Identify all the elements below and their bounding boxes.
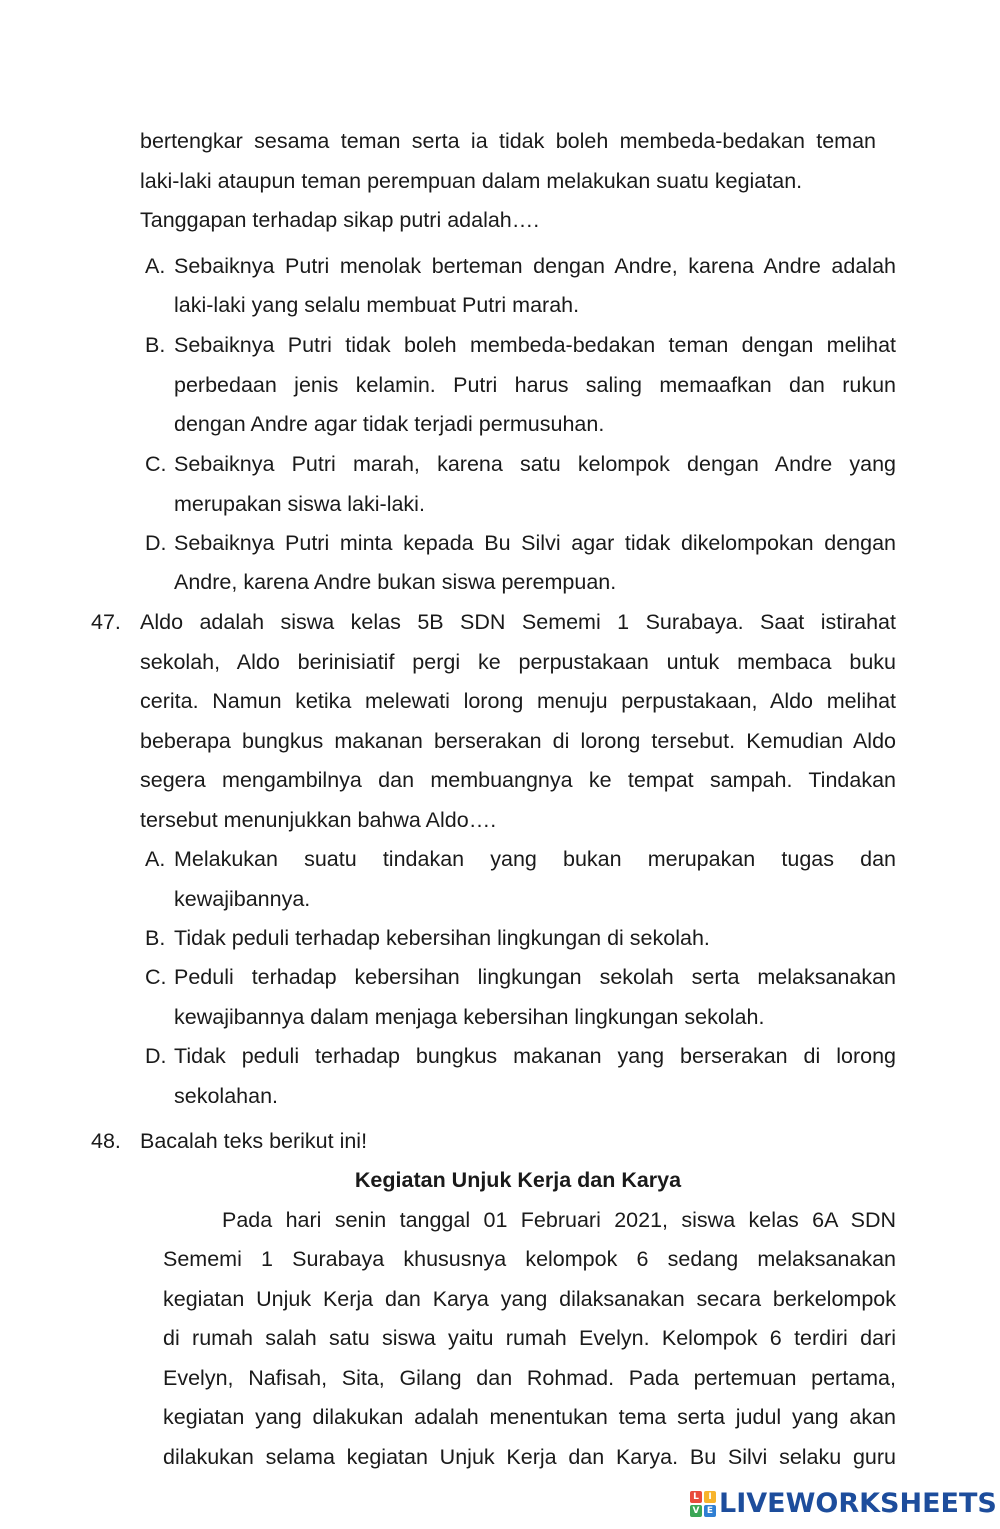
option-letter: A.: [145, 254, 166, 278]
passage-line: kegiatan Unjuk Kerja dan Karya yang dilaksanakan secara berkelompok: [163, 1287, 896, 1311]
liveworksheets-wordmark: LIVEWORKSHEETS: [719, 1488, 997, 1519]
mark-letter: E: [704, 1505, 716, 1517]
liveworksheets-mark-icon: [690, 1491, 716, 1517]
passage-line: Pada hari senin tanggal 01 Februari 2021, siswa kelas 6A SDN: [222, 1208, 896, 1232]
option-letter: A.: [145, 847, 166, 871]
option-text: kewajibannya dalam menjaga kebersihan lingkungan sekolah.: [174, 1005, 765, 1029]
mark-letter: L: [690, 1491, 702, 1503]
option-letter: B.: [145, 926, 166, 950]
question-text-line: Aldo adalah siswa kelas 5B SDN Sememi 1 Surabaya. Saat istirahat: [140, 610, 896, 634]
option-text: Tidak peduli terhadap bungkus makanan yang berserakan di lorong: [174, 1044, 896, 1068]
question-prompt: Bacalah teks berikut ini!: [140, 1129, 368, 1153]
option-text: Tidak peduli terhadap kebersihan lingkungan di sekolah.: [174, 926, 710, 950]
option-text: Sebaiknya Putri marah, karena satu kelompok dengan Andre yang: [174, 452, 896, 476]
mark-letter: V: [690, 1505, 702, 1517]
liveworksheets-logo: [690, 1488, 997, 1520]
option-text: Sebaiknya Putri menolak berteman dengan Andre, karena Andre adalah: [174, 254, 896, 278]
option-letter: D.: [145, 1044, 167, 1068]
intro-line: laki-laki ataupun teman perempuan dalam melakukan suatu kegiatan.: [140, 169, 803, 193]
option-text: perbedaan jenis kelamin. Putri harus saling memaafkan dan rukun: [174, 373, 896, 397]
option-letter: C.: [145, 452, 167, 476]
question-number: 48.: [91, 1129, 121, 1153]
mark-letter: I: [704, 1491, 716, 1503]
passage-line: Sememi 1 Surabaya khususnya kelompok 6 sedang melaksanakan: [163, 1247, 896, 1271]
option-text: Andre, karena Andre bukan siswa perempuan.: [174, 570, 617, 594]
option-text: dengan Andre agar tidak terjadi permusuhan.: [174, 412, 605, 436]
question-text-line: sekolah, Aldo berinisiatif pergi ke perpustakaan untuk membaca buku: [140, 650, 896, 674]
passage-line: kegiatan yang dilakukan adalah menentukan tema serta judul yang akan: [163, 1405, 896, 1429]
passage-line: di rumah salah satu siswa yaitu rumah Evelyn. Kelompok 6 terdiri dari: [163, 1326, 896, 1350]
question-text-line: segera mengambilnya dan membuangnya ke tempat sampah. Tindakan: [140, 768, 896, 792]
question-text-line: tersebut menunjukkan bahwa Aldo….: [140, 808, 497, 832]
passage-line: Evelyn, Nafisah, Sita, Gilang dan Rohmad. Pada pertemuan pertama,: [163, 1366, 896, 1390]
option-text: Sebaiknya Putri minta kepada Bu Silvi agar tidak dikelompokan dengan: [174, 531, 896, 555]
option-text: Peduli terhadap kebersihan lingkungan sekolah serta melaksanakan: [174, 965, 896, 989]
option-text: laki-laki yang selalu membuat Putri marah.: [174, 293, 580, 317]
intro-line: bertengkar sesama teman serta ia tidak boleh membeda-bedakan teman: [140, 129, 876, 153]
option-text: merupakan siswa laki-laki.: [174, 492, 425, 516]
option-text: sekolahan.: [174, 1084, 278, 1108]
intro-line: Tanggapan terhadap sikap putri adalah….: [140, 208, 540, 232]
option-letter: C.: [145, 965, 167, 989]
option-text: Sebaiknya Putri tidak boleh membeda-bedakan teman dengan melihat: [174, 333, 896, 357]
question-text-line: cerita. Namun ketika melewati lorong menuju perpustakaan, Aldo melihat: [140, 689, 896, 713]
passage-title: Kegiatan Unjuk Kerja dan Karya: [354, 1168, 682, 1192]
option-letter: B.: [145, 333, 166, 357]
option-letter: D.: [145, 531, 167, 555]
option-text: Melakukan suatu tindakan yang bukan merupakan tugas dan: [174, 847, 896, 871]
passage-line: dilakukan selama kegiatan Unjuk Kerja dan Karya. Bu Silvi selaku guru: [163, 1445, 896, 1469]
question-number: 47.: [91, 610, 121, 634]
option-text: kewajibannya.: [174, 887, 311, 911]
question-text-line: beberapa bungkus makanan berserakan di lorong tersebut. Kemudian Aldo: [140, 729, 896, 753]
